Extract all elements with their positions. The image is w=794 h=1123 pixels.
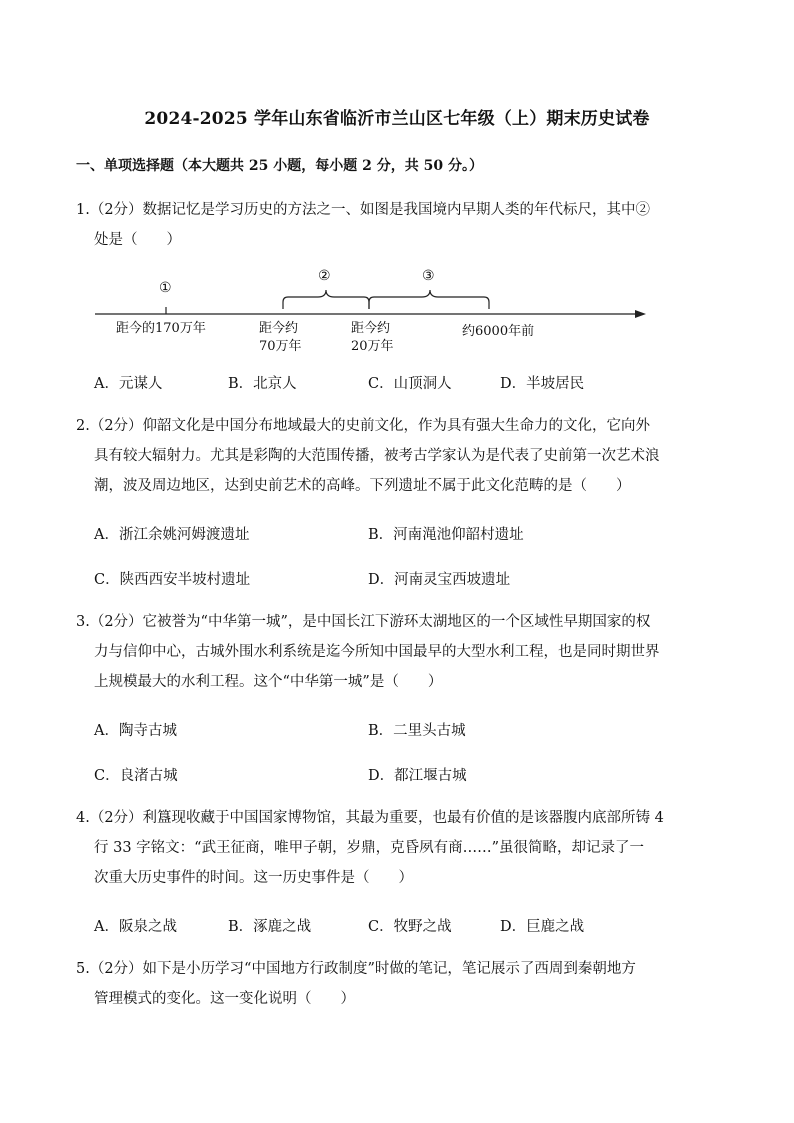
question-5-line-1: 5.（2分）如下是小历学习“中国地方行政制度”时做的笔记，笔记展示了西周到秦朝地方: [76, 961, 636, 977]
q3-option-d[interactable]: D．都江堰古城: [368, 768, 467, 784]
question-1: [76, 195, 716, 255]
question-1-line-2: 处是（ ）: [94, 232, 181, 248]
question-4-line-1: 4.（2分）利簋现收藏于中国国家博物馆，其最为重要，也最有价值的是该器腹内底部所铸 4: [76, 810, 664, 826]
page-title: 2024-2025 学年山东省临沂市兰山区七年级（上）期末历史试卷: [144, 109, 650, 129]
question-1-line-1: 1.（2分）数据记忆是学习历史的方法之一、如图是我国境内早期人类的年代标尺，其中②: [76, 202, 651, 218]
timeline-figure: [90, 265, 660, 360]
q4-option-b[interactable]: B．涿鹿之战: [228, 919, 312, 935]
q4-option-a[interactable]: A．阪泉之战: [94, 919, 177, 935]
question-2-line-1: 2.（2分）仰韶文化是中国分布地域最大的史前文化，作为具有强大生命力的文化，它向外: [76, 418, 651, 434]
label-6000: 约6000年前: [462, 324, 535, 339]
question-4-options: [94, 915, 734, 937]
question-3-line-1: 3.（2分）它被誉为“中华第一城”，是中国长江下游环太湖地区的一个区域性早期国家的权: [76, 614, 651, 630]
question-3: [76, 607, 716, 697]
q2-option-a[interactable]: A．浙江余姚河姆渡遗址: [94, 527, 250, 543]
label-170: 距今的170万年: [116, 321, 206, 336]
mark-1: ①: [159, 280, 172, 296]
brace-3: [369, 290, 489, 309]
q1-option-b[interactable]: B．北京人: [228, 376, 297, 392]
q2-option-d[interactable]: D．河南灵宝西坡遗址: [368, 572, 511, 588]
timeline-arrow: [635, 310, 646, 318]
question-2-line-3: 潮，波及周边地区，达到史前艺术的高峰。下列遗址不属于此文化范畴的是（ ）: [94, 478, 631, 494]
question-2-line-2: 具有较大辐射力。尤其是彩陶的大范围传播，被考古学家认为是代表了史前第一次艺术浪: [94, 448, 660, 464]
brace-2: [283, 290, 369, 309]
question-3-line-3: 上规模最大的水利工程。这个“中华第一城”是（ ）: [94, 674, 443, 690]
q1-option-a[interactable]: A．元谋人: [94, 376, 163, 392]
question-4-line-2: 行 33 字铭文：“武王征商，唯甲子朝，岁鼎，克昏夙有商……”虽很简略，却记录了一: [94, 840, 644, 856]
question-4-line-3: 次重大历史事件的时间。这一历史事件是（ ）: [94, 870, 413, 886]
q1-option-c[interactable]: C．山顶洞人: [368, 376, 452, 392]
label-20-b: 20万年: [351, 339, 394, 354]
q3-option-c[interactable]: C．良渚古城: [94, 768, 178, 784]
label-70-a: 距今约: [259, 321, 299, 336]
question-1-options: [94, 372, 734, 394]
label-70-b: 70万年: [259, 339, 302, 354]
mark-2: ②: [318, 268, 331, 284]
question-3-options-row-1: [94, 719, 734, 741]
mark-3: ③: [422, 268, 435, 284]
question-3-options-row-2: [94, 764, 734, 786]
question-5-line-2: 管理模式的变化。这一变化说明（ ）: [94, 991, 355, 1007]
q4-option-d[interactable]: D．巨鹿之战: [500, 919, 585, 935]
question-4: [76, 803, 716, 893]
q2-option-c[interactable]: C．陕西西安半坡村遗址: [94, 572, 251, 588]
question-2-options-row-2: [94, 568, 734, 590]
question-5: [76, 954, 716, 1014]
question-3-line-2: 力与信仰中心，古城外围水利系统是迄今所知中国最早的大型水利工程，也是同时期世界: [94, 644, 660, 660]
q3-option-a[interactable]: A．陶寺古城: [94, 723, 177, 739]
q4-option-c[interactable]: C．牧野之战: [368, 919, 452, 935]
q3-option-b[interactable]: B．二里头古城: [368, 723, 466, 739]
question-2-options-row-1: [94, 523, 734, 545]
q1-option-d[interactable]: D．半坡居民: [500, 376, 585, 392]
label-20-a: 距今约: [351, 321, 391, 336]
q2-option-b[interactable]: B．河南渑池仰韶村遗址: [368, 527, 524, 543]
question-2: [76, 411, 716, 501]
section-heading: 一、单项选择题（本大题共 25 小题，每小题 2 分，共 50 分。）: [76, 158, 483, 174]
